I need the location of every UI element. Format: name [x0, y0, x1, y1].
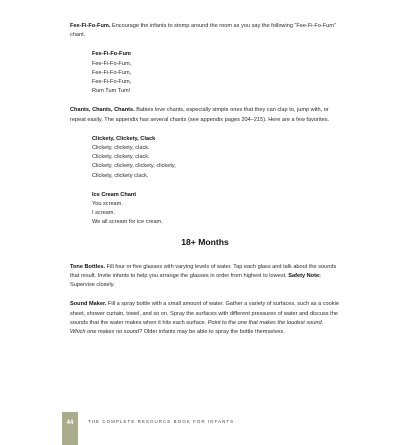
paragraph-sound-maker: [70, 300, 340, 337]
safety-note-text: Supervise closely.: [70, 282, 115, 289]
section-heading: 18+ Months: [181, 236, 229, 247]
activity-text-chants: Babies love chants, especially simple ones that they can clap to, jump with, or repeat easily. The appendix has several chants (see appendix pages 204–215). Here are a few favorites.: [70, 107, 330, 123]
chant-clickety-clack: [92, 135, 340, 181]
activity-prompt-sound-maker: Point to the one that makes the loudest sound. Which one makes no sound?: [70, 319, 324, 336]
chant-line: Clickety, clickety, clack.: [92, 154, 150, 161]
chant-line: I scream.: [92, 210, 116, 217]
activity-title-chants: Chants, Chants, Chants.: [70, 107, 135, 114]
chant-title: Clickety, Clickety, Clack: [92, 135, 156, 142]
chant-line: Fee-Fi-Fo-Fum,: [92, 79, 132, 86]
activity-title-fee-fi-fo-fum: Fee-Fi-Fo-Fum.: [70, 23, 111, 29]
page-content: [70, 22, 340, 347]
paragraph-tone-bottles: [70, 263, 340, 291]
activity-text-sound-maker: Fill a spray bottle with a small amount of water. Gather a variety of surfaces, such as a cookie sheet, shower curtain, towel, and so on. Spray the surfaces with different pressures of water and discuss the sounds that the water makes when it hits each surface.: [70, 301, 339, 326]
paragraph-chants: [70, 106, 340, 124]
activity-title-tone-bottles: Tone Bottles.: [70, 263, 106, 270]
chant-title: Fee-Fi-Fo-Fum: [92, 51, 131, 58]
paragraph-fee-fi-fo-fum: [70, 22, 340, 40]
chant-line: Clickety, clickety, clickety, clickety,: [92, 163, 176, 170]
chant-title: Ice Cream Chant: [92, 191, 137, 198]
running-footer-title: THE COMPLETE RESOURCE BOOK FOR INFANTS: [88, 419, 235, 424]
chant-ice-cream: [92, 191, 340, 228]
chant-line: Clickety, clickety, clack.: [92, 145, 150, 152]
activity-text-tone-bottles: Fill four or five glasses with varying levels of water. Tap each glass and talk about the sounds that result. Invite infants to help you arrange the glasses in order from highest to lowest.: [70, 263, 337, 280]
chant-line: Clickety, clickety clack.: [92, 172, 149, 179]
chant-line: We all scream for ice cream.: [92, 219, 163, 226]
activity-text-fee-fi-fo-fum: Encourage the infants to stomp around the room as you say the following “Fee-Fi-Fo-Fum” chant.: [70, 23, 336, 39]
page-number: 44: [66, 420, 74, 426]
chant-line: Rum Tum Tum!: [92, 88, 131, 95]
activity-tail-sound-maker: Older infants may be able to spray the bottle themselves.: [142, 329, 285, 336]
chant-line: You scream.: [92, 201, 123, 208]
page-footer: [0, 412, 400, 445]
page-number-tab: [62, 412, 78, 445]
chant-fee-fi-fo-fum: [92, 50, 340, 96]
safety-note-label: Safety Note:: [288, 273, 321, 280]
chant-line: Fee-Fi-Fo-Fum,: [92, 60, 132, 67]
activity-title-sound-maker: Sound Maker.: [70, 301, 107, 308]
chant-line: Fee-Fi-Fo-Fum,: [92, 69, 132, 76]
